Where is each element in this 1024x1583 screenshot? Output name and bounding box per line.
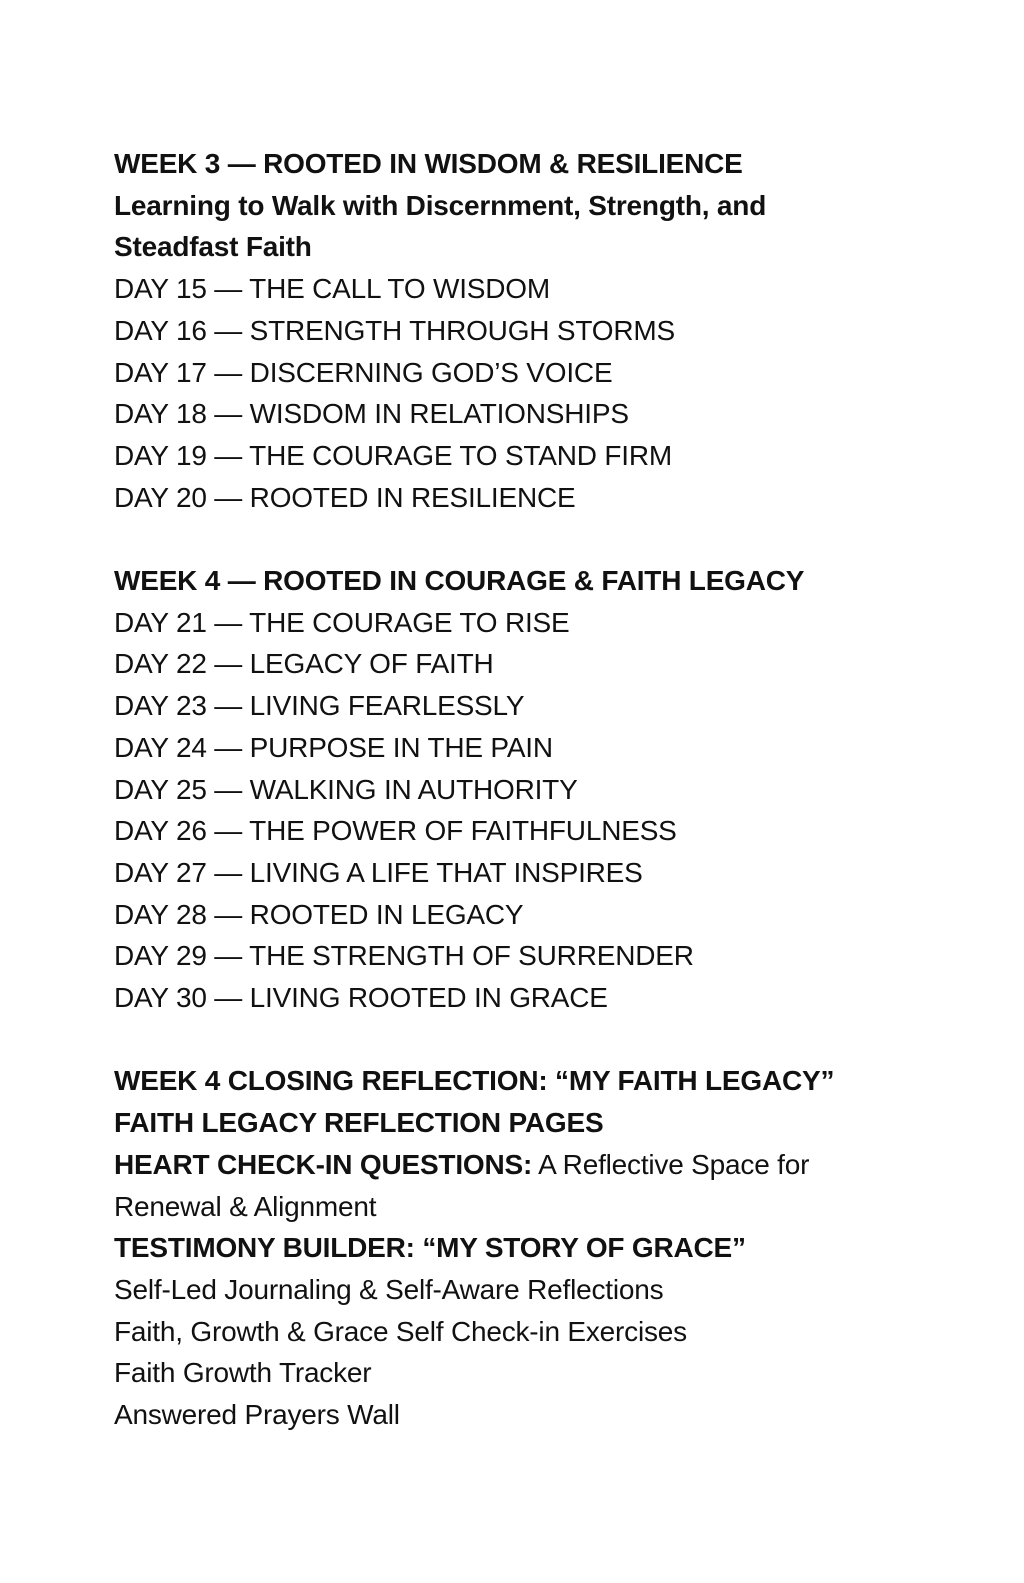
day-16-entry: DAY 16 — STRENGTH THROUGH STORMS <box>114 314 675 346</box>
section-spacer <box>114 518 914 560</box>
answered-prayers-item: Answered Prayers Wall <box>114 1399 400 1431</box>
heart-check-entry <box>114 1144 904 1227</box>
reflection-pages-heading: FAITH LEGACY REFLECTION PAGES <box>114 1107 604 1139</box>
week-4-section <box>114 560 914 1019</box>
week-4-heading: WEEK 4 — ROOTED IN COURAGE & FAITH LEGACY <box>114 565 805 597</box>
day-24-entry: DAY 24 — PURPOSE IN THE PAIN <box>114 731 553 763</box>
journaling-item: Self-Led Journaling & Self-Aware Reflections <box>114 1273 664 1305</box>
week-3-section <box>114 143 914 518</box>
week-3-heading: WEEK 3 — ROOTED IN WISDOM & RESILIENCE <box>114 148 743 179</box>
day-28-entry: DAY 28 — ROOTED IN LEGACY <box>114 898 524 930</box>
day-30-entry: DAY 30 — LIVING ROOTED IN GRACE <box>114 982 608 1014</box>
day-27-entry: DAY 27 — LIVING A LIFE THAT INSPIRES <box>114 856 643 888</box>
day-25-entry: DAY 25 — WALKING IN AUTHORITY <box>114 773 578 805</box>
section-spacer <box>114 1019 914 1061</box>
day-23-entry: DAY 23 — LIVING FEARLESSLY <box>114 690 525 722</box>
heart-check-label: HEART CHECK-IN QUESTIONS: <box>114 1148 533 1180</box>
heart-check-text: A Reflective Space for Renewal & Alignment <box>114 1148 810 1222</box>
day-18-entry: DAY 18 — WISDOM IN RELATIONSHIPS <box>114 398 629 430</box>
day-22-entry: DAY 22 — LEGACY OF FAITH <box>114 648 494 680</box>
week-3-subheading: Learning to Walk with Discernment, Strength, and Steadfast Faith <box>114 189 767 263</box>
day-19-entry: DAY 19 — THE COURAGE TO STAND FIRM <box>114 439 672 471</box>
testimony-builder-heading: TESTIMONY BUILDER: “MY STORY OF GRACE” <box>114 1232 746 1264</box>
day-15-entry: DAY 15 — THE CALL TO WISDOM <box>114 273 550 305</box>
check-in-exercises-item: Faith, Growth & Grace Self Check-in Exercises <box>114 1315 687 1347</box>
day-29-entry: DAY 29 — THE STRENGTH OF SURRENDER <box>114 940 694 972</box>
day-20-entry: DAY 20 — ROOTED IN RESILIENCE <box>114 481 576 513</box>
day-21-entry: DAY 21 — THE COURAGE TO RISE <box>114 606 570 638</box>
day-26-entry: DAY 26 — THE POWER OF FAITHFULNESS <box>114 815 677 847</box>
table-of-contents <box>114 143 914 1436</box>
day-17-entry: DAY 17 — DISCERNING GOD’S VOICE <box>114 356 613 388</box>
closing-section <box>114 1060 914 1435</box>
closing-reflection-heading: WEEK 4 CLOSING REFLECTION: “MY FAITH LEGACY” <box>114 1065 835 1097</box>
growth-tracker-item: Faith Growth Tracker <box>114 1357 372 1389</box>
